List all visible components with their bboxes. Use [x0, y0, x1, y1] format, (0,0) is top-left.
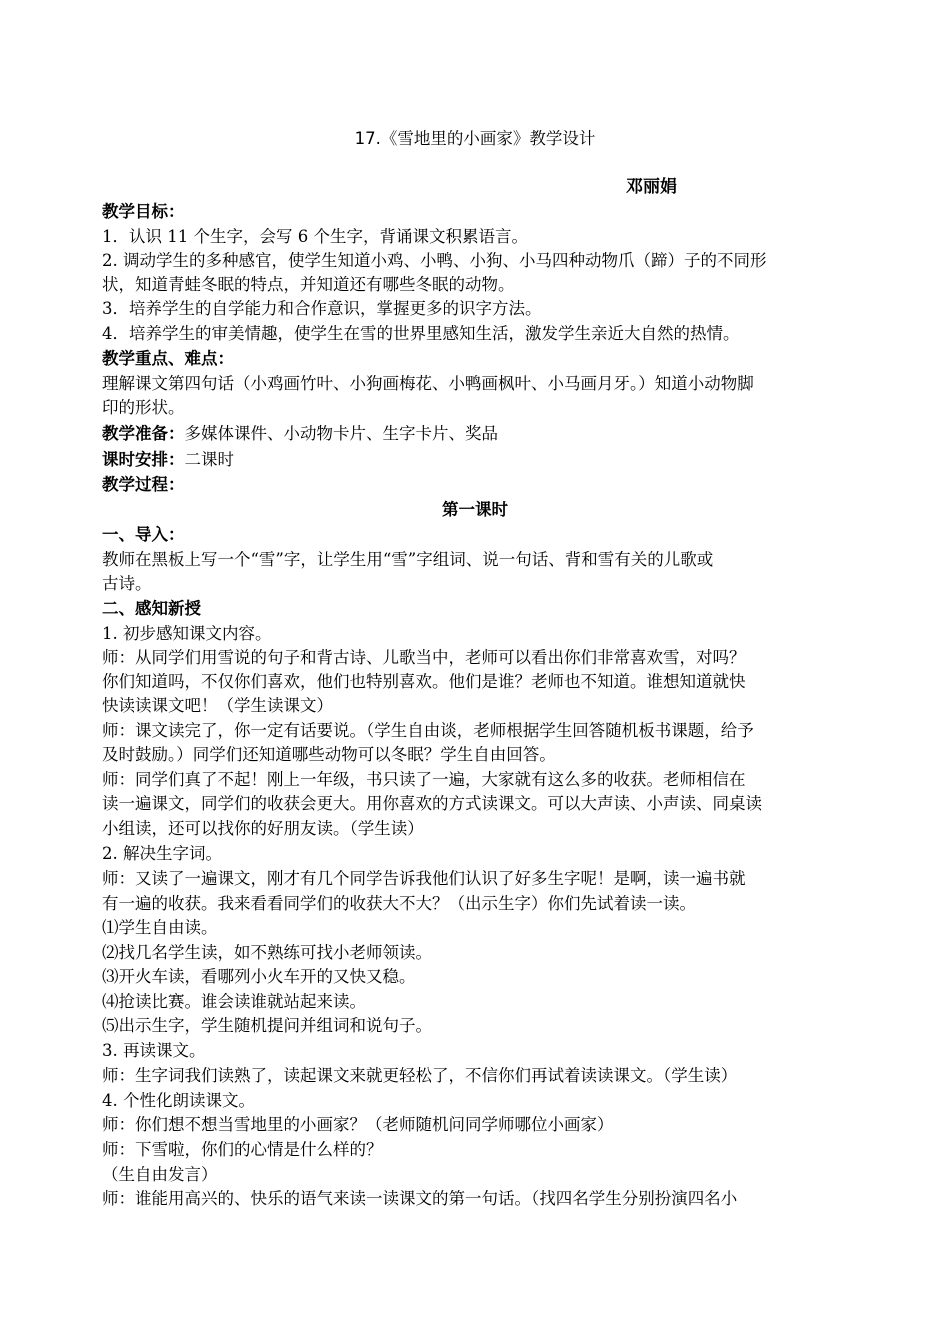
- body-line: ⑴学生自由读。: [102, 918, 218, 937]
- goal-line: 2. 调动学生的多种感官，使学生知道小鸡、小鸭、小狗、小马四种动物爪（蹄）子的不同形: [102, 251, 767, 270]
- body-line: 师：生字词我们读熟了，读起课文来就更轻松了，不信你们再试着读读课文。（学生读）: [102, 1066, 738, 1085]
- intro-line: 教师在黑板上写一个“雪”字，让学生用“雪”字组词、说一句话、背和雪有关的儿歌或: [102, 550, 714, 569]
- schedule-text: 二课时: [184, 450, 234, 469]
- prep-line: [102, 423, 842, 445]
- body-line: 师：谁能用高兴的、快乐的语气来读一读课文的第一句话。（找四名学生分别扮演四名小: [102, 1189, 738, 1208]
- document-title: 17.《雪地里的小画家》教学设计: [354, 129, 596, 148]
- intro-line: 古诗。: [102, 574, 152, 593]
- goal-line: 1．认识 11 个生字，会写 6 个生字，背诵课文积累语言。: [102, 227, 528, 246]
- author-name: 邓丽娟: [626, 177, 677, 197]
- key-points-heading: 教学重点、难点：: [102, 349, 234, 368]
- body-line: ⑶开火车读，看哪列小火车开的又快又稳。: [102, 967, 416, 986]
- body-line: 你们知道吗，不仅你们喜欢，他们也特别喜欢。他们是谁？老师也不知道。谁想知道就快: [102, 672, 746, 691]
- body-line: 有一遍的收获。我来看看同学们的收获大不大？（出示生字）你们先试着读一读。: [102, 894, 696, 913]
- body-line: 小组读，还可以找你的好朋友读。（学生读）: [102, 819, 424, 838]
- body-line: 2. 解决生字词。: [102, 844, 222, 863]
- body-line: 3. 再读课文。: [102, 1041, 206, 1060]
- prep-text: 多媒体课件、小动物卡片、生字卡片、奖品: [184, 424, 498, 443]
- body-line: ⑸出示生字，学生随机提问并组词和说句子。: [102, 1016, 432, 1035]
- key-points-line: 理解课文第四句话（小鸡画竹叶、小狗画梅花、小鸭画枫叶、小马画月牙。）知道小动物脚: [102, 374, 754, 393]
- schedule-label: 课时安排：: [102, 450, 185, 469]
- schedule-line: [102, 449, 842, 471]
- body-line: ⑵找几名学生读，如不熟练可找小老师领读。: [102, 943, 432, 962]
- body-line: 师：从同学们用雪说的句子和背古诗、儿歌当中，老师可以看出你们非常喜欢雪，对吗？: [102, 648, 746, 667]
- key-points-line: 印的形状。: [102, 398, 185, 417]
- body-line: 师：下雪啦，你们的心情是什么样的？: [102, 1140, 383, 1159]
- body-line: 师：又读了一遍课文，刚才有几个同学告诉我他们认识了好多生字呢！是啊，读一遍书就: [102, 869, 746, 888]
- prep-label: 教学准备：: [102, 424, 185, 443]
- body-line: 师：同学们真了不起！刚上一年级，书只读了一遍，大家就有这么多的收获。老师相信在: [102, 770, 746, 789]
- goal-line: 4．培养学生的审美情趣，使学生在雪的世界里感知生活，激发学生亲近大自然的热情。: [102, 324, 740, 343]
- intro-heading: 一、导入：: [102, 525, 185, 544]
- goal-line: 状，知道青蛙冬眠的特点，并知道还有哪些冬眠的动物。: [102, 275, 515, 294]
- body-line: ⑷抢读比赛。谁会读谁就站起来读。: [102, 992, 366, 1011]
- body-line: 1. 初步感知课文内容。: [102, 624, 272, 643]
- body-line: 师：课文读完了，你一定有话要说。（学生自由谈，老师根据学生回答随机板书课题，给予: [102, 721, 754, 740]
- body-line: 4. 个性化朗读课文。: [102, 1091, 255, 1110]
- body-line: 快读读课文吧！（学生读课文）: [102, 696, 333, 715]
- new-lesson-heading: 二、感知新授: [102, 599, 201, 618]
- body-line: （生自由发言）: [102, 1165, 218, 1184]
- body-line: 及时鼓励。）同学们还知道哪些动物可以冬眠？学生自由回答。: [102, 745, 556, 764]
- body-line: 师：你们想不想当雪地里的小画家？（老师随机问同学师哪位小画家）: [102, 1115, 614, 1134]
- goals-heading: 教学目标：: [102, 202, 185, 221]
- lesson-heading: 第一课时: [442, 500, 508, 519]
- goal-line: 3．培养学生的自学能力和合作意识，掌握更多的识字方法。: [102, 299, 542, 318]
- process-heading: 教学过程：: [102, 475, 185, 494]
- body-line: 读一遍课文，同学们的收获会更大。用你喜欢的方式读课文。可以大声读、小声读、同桌读: [102, 794, 762, 813]
